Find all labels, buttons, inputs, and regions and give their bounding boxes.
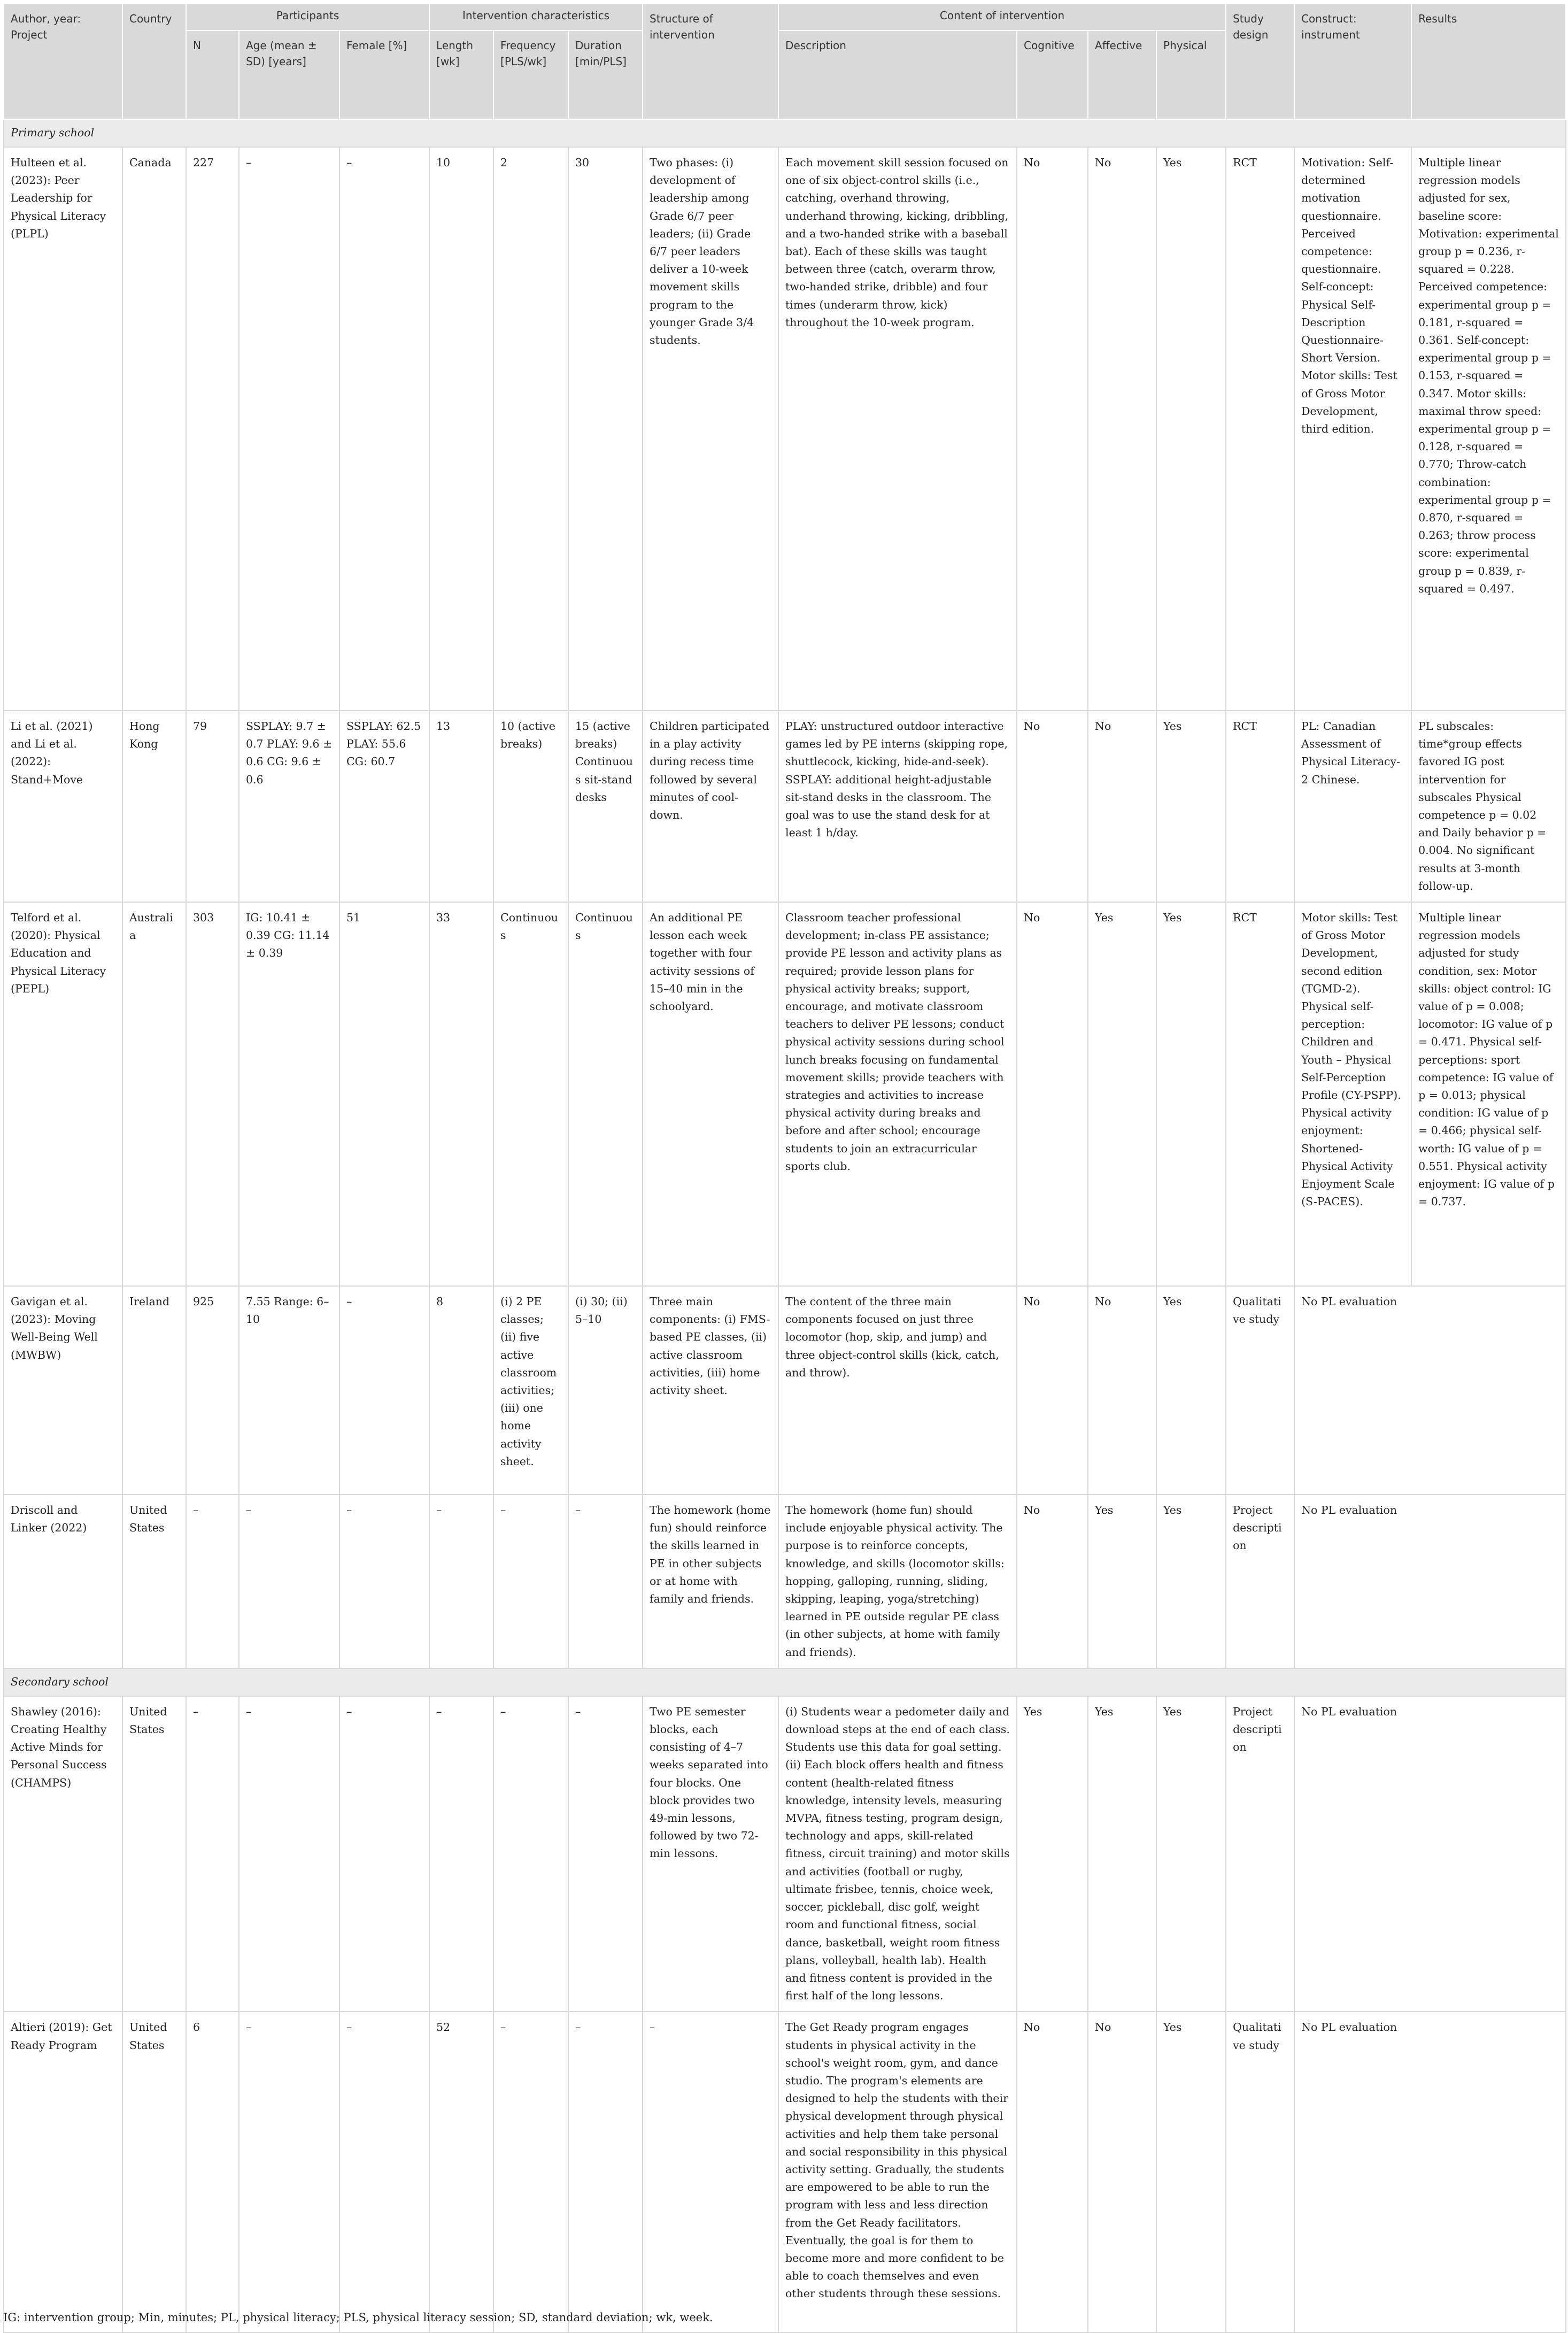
cell-physical: Yes xyxy=(1156,1696,1226,2012)
cell-frequency: – xyxy=(493,1495,568,1668)
table-row xyxy=(4,1286,1566,1495)
cell-structure: The homework (home fun) should reinforce the skills learned in PE in other subjects or at home with family and friends. xyxy=(643,1495,778,1668)
cell-structure: An additional PE lesson each week together with four activity sessions of 15–40 min in the schoolyard. xyxy=(643,902,778,1286)
cell-cognitive: No xyxy=(1017,1286,1088,1495)
cell-construct: Motor skills: Test of Gross Motor Development, second edition (TGMD-2). Physical self-perception: Children and Youth – Physical Self-Perception Profile (CY-PSPP). Physical activity enjoyment: Shortened-Physical Activity Enjoyment Scale (S-PACES). xyxy=(1294,902,1411,1286)
cell-cognitive: No xyxy=(1017,711,1088,902)
cell-n: – xyxy=(186,1696,239,2012)
cell-affective: Yes xyxy=(1088,1495,1156,1668)
table-row xyxy=(4,902,1566,1286)
cell-female: – xyxy=(339,1696,429,2012)
cell-cognitive: No xyxy=(1017,902,1088,1286)
cell-description: The homework (home fun) should include enjoyable physical activity. The purpose is to reinforce concepts, knowledge, and skills (locomotor skills: hopping, galloping, running, sliding, skipping, leaping, yoga/stretching) learned in PE outside regular PE class (in other subjects, at home with family and friends). xyxy=(778,1495,1017,1668)
cell-study-design: Project description xyxy=(1226,1696,1294,2012)
header-duration: Duration [min/PLS] xyxy=(568,30,643,119)
cell-physical: Yes xyxy=(1156,711,1226,902)
header-content: Content of intervention xyxy=(778,4,1226,30)
cell-author: Driscoll and Linker (2022) xyxy=(4,1495,122,1668)
study-characteristics-table xyxy=(3,3,1566,2333)
cell-affective: Yes xyxy=(1088,902,1156,1286)
cell-length: 13 xyxy=(429,711,493,902)
cell-description: The content of the three main components focused on just three locomotor (hop, skip, and jump) and three object-control skills (kick, catch, and throw). xyxy=(778,1286,1017,1495)
cell-duration: 30 xyxy=(568,147,643,711)
cell-construct: No PL evaluation xyxy=(1294,1495,1566,1668)
cell-study-design: Qualitative study xyxy=(1226,1286,1294,1495)
cell-female: 51 xyxy=(339,902,429,1286)
cell-description: Classroom teacher professional development; in-class PE assistance; provide PE lesson and activity plans as required; provide lesson plans for physical activity breaks; support, encourage, and motivate classroom teachers to deliver PE lessons; conduct physical activity sessions during school lunch breaks focusing on fundamental movement skills; provide teachers with strategies and activities to increase physical activity during breaks and before and after school; encourage students to join an extracurricular sports club. xyxy=(778,902,1017,1286)
cell-country: United States xyxy=(122,1696,186,2012)
cell-n: 227 xyxy=(186,147,239,711)
cell-length: 52 xyxy=(429,2012,493,2332)
section-label: Secondary school xyxy=(4,1668,1566,1696)
cell-cognitive: No xyxy=(1017,1495,1088,1668)
cell-affective: No xyxy=(1088,1286,1156,1495)
cell-female: – xyxy=(339,1286,429,1495)
cell-cognitive: Yes xyxy=(1017,1696,1088,2012)
cell-results: PL subscales: time*group effects favored IG post intervention for subscales Physical competence p = 0.02 and Daily behavior p = 0.004. No significant results at 3-month follow-up. xyxy=(1411,711,1566,902)
cell-n: 925 xyxy=(186,1286,239,1495)
cell-frequency: – xyxy=(493,1696,568,2012)
section-row-secondary-school xyxy=(4,1668,1566,1696)
header-n: N xyxy=(186,30,239,119)
cell-affective: No xyxy=(1088,711,1156,902)
cell-construct: No PL evaluation xyxy=(1294,1286,1566,1495)
cell-affective: No xyxy=(1088,2012,1156,2332)
cell-duration: (i) 30; (ii) 5–10 xyxy=(568,1286,643,1495)
table-row xyxy=(4,2012,1566,2332)
cell-author: Telford et al. (2020): Physical Education and Physical Literacy (PEPL) xyxy=(4,902,122,1286)
cell-frequency: (i) 2 PE classes; (ii) five active classroom activities; (iii) one home activity sheet. xyxy=(493,1286,568,1495)
cell-description: The Get Ready program engages students in physical activity in the school's weight room, gym, and dance studio. The program's elements are designed to help the students with their physical development through physical activities and help them take personal and social responsibility in this physical activity setting. Gradually, the students are empowered to be able to run the program with less and less direction from the Get Ready facilitators. Eventually, the goal is for them to become more and more confident to be able to coach themselves and even other students through these sessions. xyxy=(778,2012,1017,2332)
cell-structure: Three main components: (i) FMS-based PE classes, (ii) active classroom activities, (iii) home activity sheet. xyxy=(643,1286,778,1495)
cell-results: Multiple linear regression models adjusted for study condition, sex: Motor skills: object control: IG value of p = 0.008; locomotor: IG value of p = 0.471. Physical self-perceptions: sport competence: IG value of p = 0.013; physical condition: IG value of p = 0.466; physical self-worth: IG value of p = 0.551. Physical activity enjoyment: IG value of p = 0.737. xyxy=(1411,902,1566,1286)
header-row-groups xyxy=(4,4,1566,30)
section-row-primary-school xyxy=(4,119,1566,147)
cell-structure: Children participated in a play activity during recess time followed by several minutes of cool-down. xyxy=(643,711,778,902)
cell-country: United States xyxy=(122,2012,186,2332)
cell-age: – xyxy=(239,1495,339,1668)
cell-cognitive: No xyxy=(1017,147,1088,711)
cell-affective: No xyxy=(1088,147,1156,711)
cell-author: Gavigan et al. (2023): Moving Well-Being Well (MWBW) xyxy=(4,1286,122,1495)
header-participants: Participants xyxy=(186,4,429,30)
header-author: Author, year: Project xyxy=(4,4,122,119)
cell-length: 8 xyxy=(429,1286,493,1495)
cell-n: 303 xyxy=(186,902,239,1286)
cell-physical: Yes xyxy=(1156,147,1226,711)
cell-country: United States xyxy=(122,1495,186,1668)
cell-study-design: RCT xyxy=(1226,902,1294,1286)
header-construct: Construct: instrument xyxy=(1294,4,1411,119)
header-description: Description xyxy=(778,30,1017,119)
cell-author: Hulteen et al. (2023): Peer Leadership for Physical Literacy (PLPL) xyxy=(4,147,122,711)
table-row xyxy=(4,1696,1566,2012)
cell-country: Canada xyxy=(122,147,186,711)
section-label: Primary school xyxy=(4,119,1566,147)
cell-length: – xyxy=(429,1495,493,1668)
cell-duration: 15 (active breaks) Continuous sit-stand desks xyxy=(568,711,643,902)
cell-physical: Yes xyxy=(1156,1286,1226,1495)
cell-age: IG: 10.41 ± 0.39 CG: 11.14 ± 0.39 xyxy=(239,902,339,1286)
cell-author: Altieri (2019): Get Ready Program xyxy=(4,2012,122,2332)
cell-author: Li et al. (2021) and Li et al. (2022): Stand+Move xyxy=(4,711,122,902)
cell-duration: Continuous xyxy=(568,902,643,1286)
cell-length: – xyxy=(429,1696,493,2012)
table-row xyxy=(4,147,1566,711)
header-results: Results xyxy=(1411,4,1566,119)
cell-n: 6 xyxy=(186,2012,239,2332)
cell-frequency: Continuous xyxy=(493,902,568,1286)
cell-construct: PL: Canadian Assessment of Physical Literacy-2 Chinese. xyxy=(1294,711,1411,902)
cell-female: SSPLAY: 62.5 PLAY: 55.6 CG: 60.7 xyxy=(339,711,429,902)
table-footnote: IG: intervention group; Min, minutes; PL, physical literacy; PLS, physical literacy session; SD, standard deviation; wk, week. xyxy=(3,2311,713,2324)
cell-duration: – xyxy=(568,1696,643,2012)
header-structure: Structure of intervention xyxy=(643,4,778,119)
cell-description: PLAY: unstructured outdoor interactive games led by PE interns (skipping rope, shuttlecock, kicking, hide-and-seek). SSPLAY: additional height-adjustable sit-stand desks in the classroom. The goal was to use the stand desk for at least 1 h/day. xyxy=(778,711,1017,902)
table-row xyxy=(4,711,1566,902)
cell-cognitive: No xyxy=(1017,2012,1088,2332)
header-age: Age (mean ± SD) [years] xyxy=(239,30,339,119)
header-physical: Physical xyxy=(1156,30,1226,119)
cell-female: – xyxy=(339,2012,429,2332)
cell-age: SSPLAY: 9.7 ± 0.7 PLAY: 9.6 ± 0.6 CG: 9.6 ± 0.6 xyxy=(239,711,339,902)
cell-study-design: Project description xyxy=(1226,1495,1294,1668)
cell-construct: No PL evaluation xyxy=(1294,2012,1566,2332)
header-female: Female [%] xyxy=(339,30,429,119)
cell-n: 79 xyxy=(186,711,239,902)
cell-description: (i) Students wear a pedometer daily and download steps at the end of each class. Students use this data for goal setting. (ii) Each block offers health and fitness content (health-related fitness knowledge, intensity levels, measuring MVPA, fitness testing, program design, technology and apps, skill-related fitness, circuit training) and motor skills and activities (football or rugby, ultimate frisbee, tennis, choice week, soccer, pickleball, disc golf, weight room and functional fitness, social dance, basketball, weight room fitness plans, volleyball, health lab). Health and fitness content is provided in the first half of the long lessons. xyxy=(778,1696,1017,2012)
header-length: Length [wk] xyxy=(429,30,493,119)
cell-country: Hong Kong xyxy=(122,711,186,902)
cell-description: Each movement skill session focused on one of six object-control skills (i.e., catching, overhand throwing, underhand throwing, kicking, dribbling, and a two-handed strike with a baseball bat). Each of these skills was taught between three (catch, overarm throw, two-handed strike, dribble) and four times (underarm throw, kick) throughout the 10-week program. xyxy=(778,147,1017,711)
header-study-design: Study design xyxy=(1226,4,1294,119)
header-affective: Affective xyxy=(1088,30,1156,119)
cell-frequency: 10 (active breaks) xyxy=(493,711,568,902)
cell-age: – xyxy=(239,2012,339,2332)
cell-age: – xyxy=(239,1696,339,2012)
cell-length: 33 xyxy=(429,902,493,1286)
cell-female: – xyxy=(339,1495,429,1668)
cell-study-design: RCT xyxy=(1226,147,1294,711)
cell-structure: Two phases: (i) development of leadership among Grade 6/7 peer leaders; (ii) Grade 6/7 peer leaders deliver a 10-week movement skills program to the younger Grade 3/4 students. xyxy=(643,147,778,711)
cell-country: Ireland xyxy=(122,1286,186,1495)
header-frequency: Frequency [PLS/wk] xyxy=(493,30,568,119)
header-intervention-characteristics: Intervention characteristics xyxy=(429,4,643,30)
cell-study-design: Qualitative study xyxy=(1226,2012,1294,2332)
cell-author: Shawley (2016): Creating Healthy Active Minds for Personal Success (CHAMPS) xyxy=(4,1696,122,2012)
header-country: Country xyxy=(122,4,186,119)
cell-frequency: 2 xyxy=(493,147,568,711)
cell-construct: Motivation: Self-determined motivation questionnaire. Perceived competence: questionnaire. Self-concept: Physical Self-Description Questionnaire-Short Version. Motor skills: Test of Gross Motor Development, third edition. xyxy=(1294,147,1411,711)
cell-age: – xyxy=(239,147,339,711)
cell-female: – xyxy=(339,147,429,711)
cell-n: – xyxy=(186,1495,239,1668)
cell-construct: No PL evaluation xyxy=(1294,1696,1566,2012)
cell-physical: Yes xyxy=(1156,2012,1226,2332)
cell-structure: – xyxy=(643,2012,778,2332)
cell-frequency: – xyxy=(493,2012,568,2332)
cell-duration: – xyxy=(568,1495,643,1668)
cell-duration: – xyxy=(568,2012,643,2332)
cell-country: Australia xyxy=(122,902,186,1286)
table-row xyxy=(4,1495,1566,1668)
header-cognitive: Cognitive xyxy=(1017,30,1088,119)
cell-affective: Yes xyxy=(1088,1696,1156,2012)
cell-structure: Two PE semester blocks, each consisting of 4–7 weeks separated into four blocks. One block provides two 49-min lessons, followed by two 72-min lessons. xyxy=(643,1696,778,2012)
cell-physical: Yes xyxy=(1156,902,1226,1286)
cell-results: Multiple linear regression models adjusted for sex, baseline score: Motivation: experimental group p = 0.236, r-squared = 0.228. Perceived competence: experimental group p = 0.181, r-squared = 0.361. Self-concept: experimental group p = 0.153, r-squared = 0.347. Motor skills: maximal throw speed: experimental group p = 0.128, r-squared = 0.770; Throw-catch combination: experimental group p = 0.870, r-squared = 0.263; throw process score: experimental group p = 0.839, r-squared = 0.497. xyxy=(1411,147,1566,711)
cell-length: 10 xyxy=(429,147,493,711)
cell-study-design: RCT xyxy=(1226,711,1294,902)
cell-age: 7.55 Range: 6–10 xyxy=(239,1286,339,1495)
cell-physical: Yes xyxy=(1156,1495,1226,1668)
